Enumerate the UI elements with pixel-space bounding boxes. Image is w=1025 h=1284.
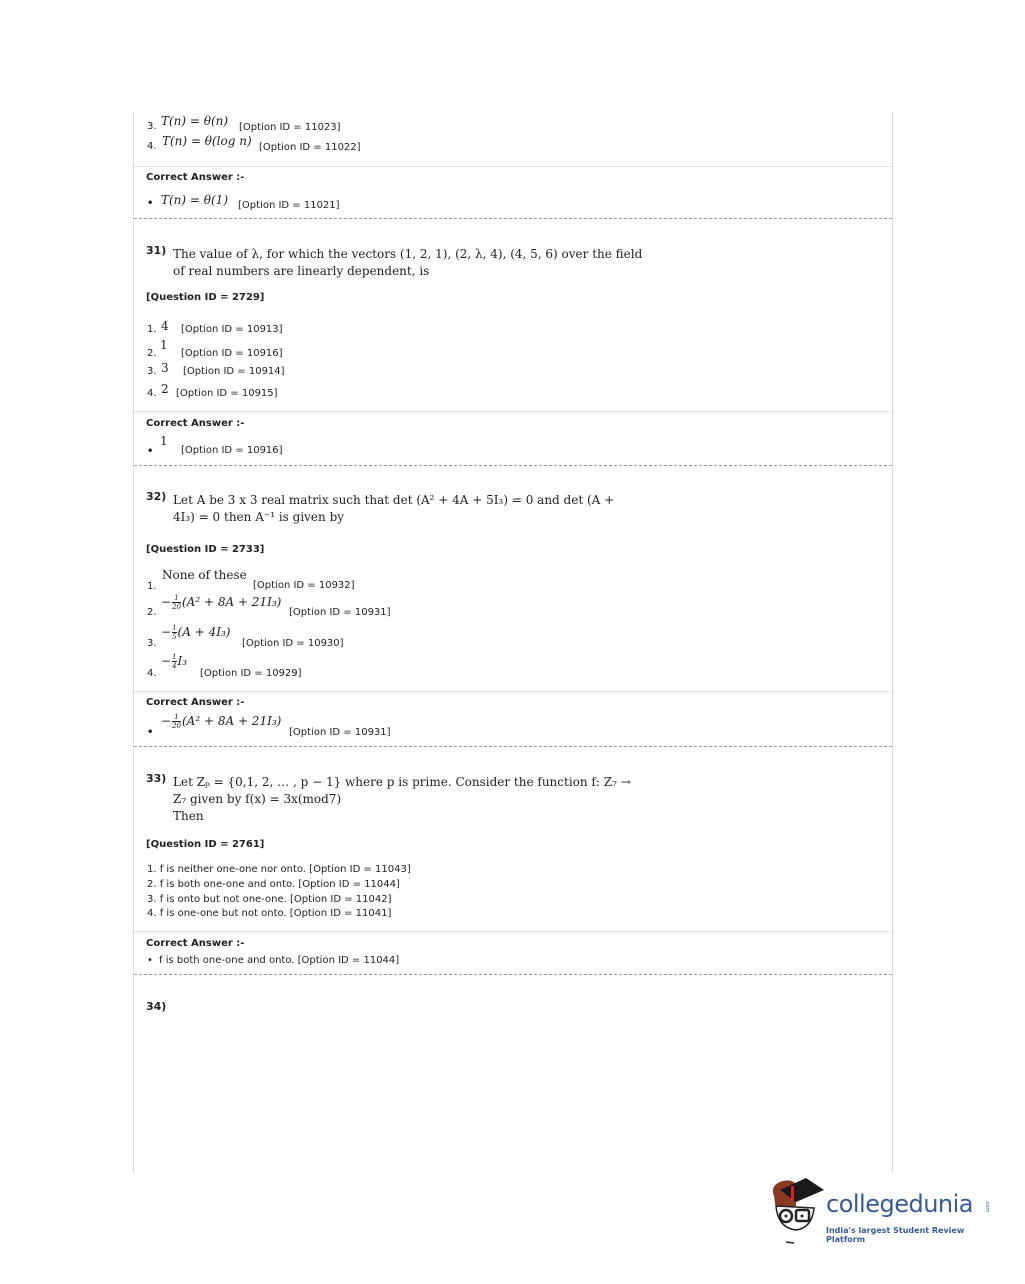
option-num: 3. — [147, 121, 157, 132]
question-separator — [134, 218, 892, 219]
option-math: T(n) = θ(log n) — [162, 134, 252, 148]
bullet: • — [147, 198, 154, 209]
option: 3. f is onto but not one-one. [Option ID = 11042] — [147, 894, 392, 905]
option-num: 4. — [147, 388, 157, 399]
option-id: [Option ID = 10915] — [176, 388, 278, 399]
question-text — [173, 492, 614, 526]
brand-com: .com — [984, 1200, 990, 1213]
question-line: Let Zₚ = {0,1, 2, … , p − 1} where p is prime. Consider the function f: Z₇ → — [173, 775, 631, 789]
option-value: 1 — [160, 338, 168, 352]
option-id: [Option ID = 10914] — [183, 366, 285, 377]
question-number: 33) — [146, 772, 167, 785]
option-id: [Option ID = 10931] — [289, 607, 391, 618]
option-num: 3. — [147, 638, 157, 649]
question-number: 31) — [146, 244, 167, 257]
question-separator — [134, 746, 892, 747]
question-separator — [134, 974, 892, 975]
question-line: Then — [173, 809, 204, 823]
option-num: 4. — [147, 141, 157, 152]
option: 1. f is neither one-one nor onto. [Option ID = 11043] — [147, 864, 411, 875]
collegedunia-logo — [766, 1176, 996, 1256]
option-id: [Option ID = 10932] — [253, 580, 355, 591]
option-value: 2 — [161, 382, 169, 396]
option-id: [Option ID = 10930] — [242, 638, 344, 649]
option-num: 2. — [147, 348, 157, 359]
option-id: [Option ID = 11022] — [259, 142, 361, 153]
option-math: − $\frac{1}{20}$ (A² + 8A + 21I₃) — [161, 594, 282, 611]
question-text — [173, 774, 631, 825]
option-id: [Option ID = 10913] — [181, 324, 283, 335]
correct-math: T(n) = θ(1) — [161, 193, 229, 207]
bullet: • — [147, 955, 153, 966]
option-math: − $\frac{1}{5}$ (A + 4I₃) — [161, 624, 231, 641]
option-id: [Option ID = 10929] — [200, 668, 302, 679]
correct-math: − $\frac{1}{20}$ (A² + 8A + 21I₃) — [161, 713, 282, 730]
question-text — [173, 246, 642, 280]
option-math: − $\frac{1}{4}$ I₃ — [161, 653, 188, 670]
question-line: 4I₃) = 0 then A⁻¹ is given by — [173, 510, 345, 524]
option-id: [Option ID = 11023] — [239, 122, 341, 133]
correct-answer-label: Correct Answer :- — [146, 172, 245, 183]
option-num: 1. — [147, 581, 157, 592]
question-line: Z₇ given by f(x) = 3x(mod7) — [173, 792, 342, 806]
question-id: [Question ID = 2761] — [146, 839, 265, 850]
question-line: Let A be 3 x 3 real matrix such that det (A² + 4A + 5I₃) = 0 and det (A + — [173, 493, 615, 507]
option-value: 4 — [161, 319, 169, 333]
option: 4. f is one-one but not onto. [Option ID = 11041] — [147, 908, 392, 919]
question-number: 34) — [146, 1000, 167, 1013]
correct-answer-label: Correct Answer :- — [146, 697, 245, 708]
divider — [134, 166, 892, 167]
option-num: 3. — [147, 366, 157, 377]
option-value: 3 — [161, 361, 169, 375]
option: 2. f is both one-one and onto. [Option ID = 11044] — [147, 879, 400, 890]
option-num: 1. — [147, 324, 157, 335]
question-id: [Question ID = 2729] — [146, 292, 265, 303]
correct-option-id: [Option ID = 10931] — [289, 727, 391, 738]
divider — [134, 411, 892, 412]
correct-answer-label: Correct Answer :- — [146, 418, 245, 429]
divider — [134, 931, 892, 932]
correct-answer: f is both one-one and onto. [Option ID = 11044] — [159, 955, 400, 966]
option-num: 4. — [147, 668, 157, 679]
option-id: [Option ID = 10916] — [181, 348, 283, 359]
option-value: None of these — [162, 568, 247, 582]
question-line: of real numbers are linearly dependent, is — [173, 264, 430, 278]
brand-name: collegedunia — [826, 1190, 974, 1218]
option-math: T(n) = θ(n) — [161, 114, 229, 128]
correct-answer-label: Correct Answer :- — [146, 938, 245, 949]
mascot-icon — [766, 1176, 826, 1248]
bullet: • — [147, 727, 154, 738]
correct-value: 1 — [160, 434, 168, 448]
question-number: 32) — [146, 490, 167, 503]
correct-option-id: [Option ID = 11021] — [238, 200, 340, 211]
option-num: 2. — [147, 607, 157, 618]
brand-tagline: India's largest Student Review Platform — [826, 1226, 965, 1244]
frame-left — [133, 112, 134, 1172]
divider — [134, 691, 892, 692]
frame-right — [892, 112, 893, 1172]
correct-option-id: [Option ID = 10916] — [181, 445, 283, 456]
question-line: The value of λ, for which the vectors (1, 2, 1), (2, λ, 4), (4, 5, 6) over the field — [173, 247, 643, 261]
question-separator — [134, 465, 892, 466]
bullet: • — [147, 446, 154, 457]
question-id: [Question ID = 2733] — [146, 544, 265, 555]
